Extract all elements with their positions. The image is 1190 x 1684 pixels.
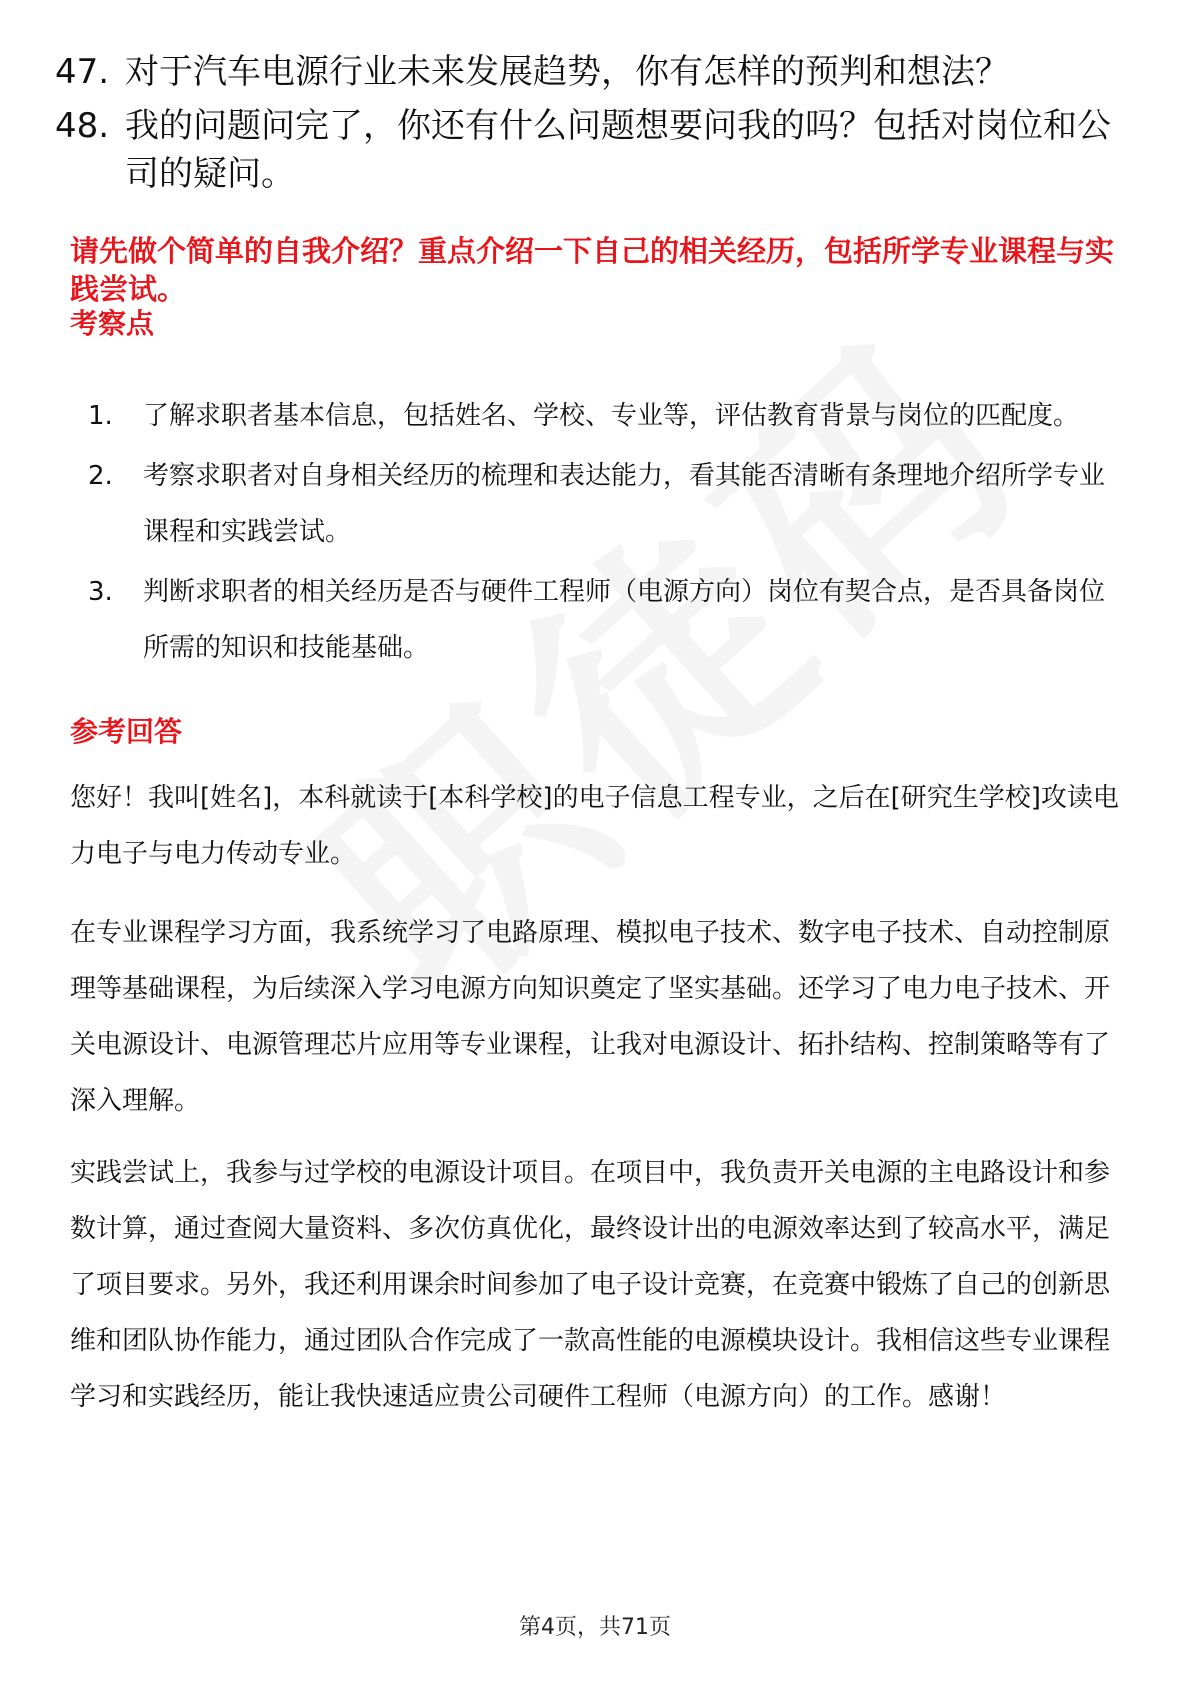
answer-paragraph-courses: 在专业课程学习方面，我系统学习了电路原理、模拟电子技术、数字电子技术、自动控制原理等基础课程，为后续深入学习电源方向知识奠定了坚实基础。还学习了电力电子技术、开关电源设计、电源管理芯片应用等专业课程，让我对电源设计、拓扑结构、控制策略等有了深入理解。: [70, 918, 1111, 1116]
question-number: 48.: [55, 106, 110, 146]
exam-point-number: 3.: [88, 577, 113, 607]
answer-paragraph-intro: 您好！我叫[姓名]，本科就读于[本科学校]的电子信息工程专业，之后在[研究生学校]攻读电力电子与电力传动专业。: [70, 783, 1119, 869]
exam-point-text: 判断求职者的相关经历是否与硬件工程师（电源方向）岗位有契合点，是否具备岗位所需的知识和技能基础。: [143, 577, 1106, 663]
page-footer: 第4页，共71页: [519, 1615, 671, 1640]
exam-point-item: [70, 448, 1120, 560]
question-text: 对于汽车电源行业未来发展趋势，你有怎样的预判和想法？: [125, 52, 1009, 92]
exam-points-list: [70, 388, 1120, 680]
question-item: [55, 102, 1125, 198]
exam-point-number: 1.: [88, 401, 113, 431]
question-text: 我的问题问完了，你还有什么问题想要问我的吗？包括对岗位和公司的疑问。: [125, 106, 1111, 194]
exam-point-text: 了解求职者基本信息，包括姓名、学校、专业等，评估教育背景与岗位的匹配度。: [143, 401, 1080, 431]
exam-point-text: 考察求职者对自身相关经历的梳理和表达能力，看其能否清晰有条理地介绍所学专业课程和实践尝试。: [143, 461, 1106, 547]
answer-paragraph-practice: 实践尝试上，我参与过学校的电源设计项目。在项目中，我负责开关电源的主电路设计和参数计算，通过查阅大量资料、多次仿真优化，最终设计出的电源效率达到了较高水平，满足了项目要求。另外，我还利用课余时间参加了电子设计竞赛，在竞赛中锻炼了自己的创新思维和团队协作能力，通过团队合作完成了一款高性能的电源模块设计。我相信这些专业课程学习和实践经历，能让我快速适应贵公司硬件工程师（电源方向）的工作。感谢！: [70, 1158, 1111, 1412]
question-number: 47.: [55, 52, 110, 92]
exam-point-number: 2.: [88, 461, 113, 491]
exam-points-title: 考察点: [70, 307, 155, 340]
reference-answer-title: 参考回答: [70, 715, 183, 748]
exam-point-item: [70, 388, 1120, 444]
question-heading: 请先做个简单的自我介绍？重点介绍一下自己的相关经历，包括所学专业课程与实践尝试。: [70, 234, 1115, 306]
question-item: [55, 48, 1125, 96]
exam-point-item: [70, 564, 1120, 676]
question-list: [55, 48, 1125, 204]
